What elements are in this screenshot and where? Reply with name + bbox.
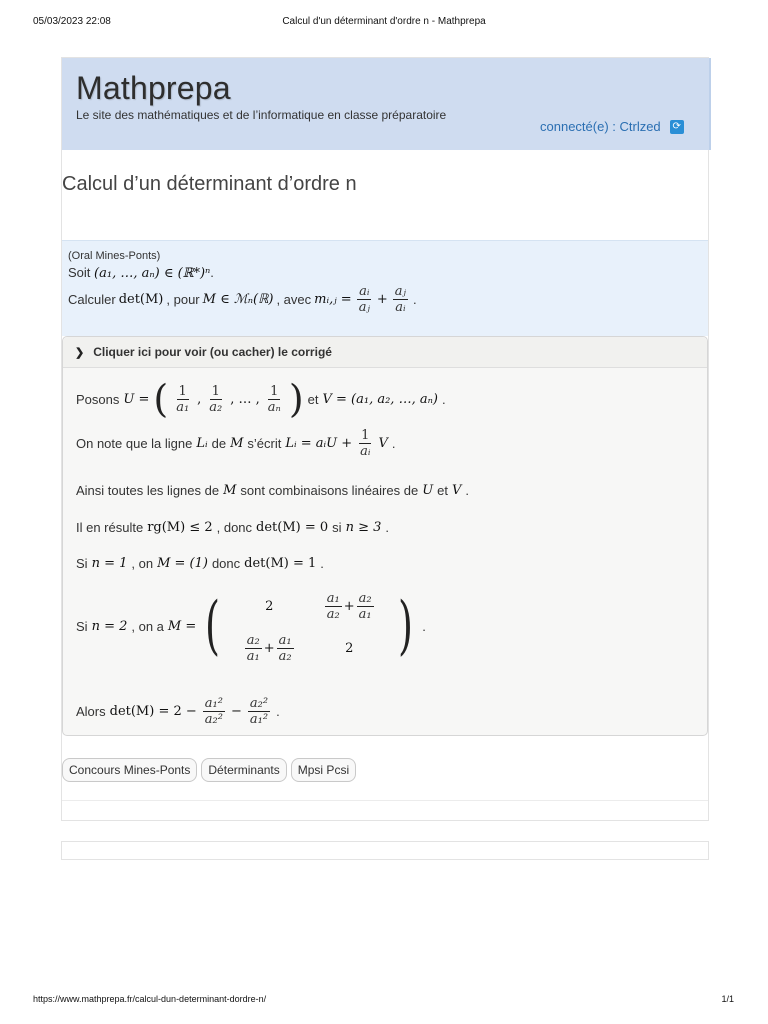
solution-line-3 [76, 483, 469, 498]
solution-text: Posons [76, 391, 120, 407]
solution-math: det(M) = 0 [256, 520, 329, 535]
solution-line-6: Si n = 2 , on a M = ( 2 $\frac{\text{a₁}}{\text{a₂}}$ + $\frac{\text{a₂}}{\text{a₁}}$ $\frac{\text{a₂}}{\text{a₁}}$ + $\frac{\text{a₁}}{\text{a₂}}$ 2 ) . [76, 584, 426, 668]
login-status-label[interactable]: connecté(e) : Ctrlzed [540, 119, 661, 134]
solution-math: V [452, 483, 462, 498]
solution-math: V [378, 436, 388, 451]
tag-concours-mines-ponts[interactable]: Concours Mines-Ponts [62, 758, 197, 782]
solution-math: n ≥ 3 [345, 520, 382, 535]
solution-math: det(M) = 2 − [109, 704, 197, 719]
exercise-text: Soit [68, 265, 91, 280]
solution-text: de [211, 436, 227, 451]
solution-math: − [230, 704, 242, 719]
solution-text: Ainsi toutes les lignes de [76, 483, 220, 498]
exercise-math: det(M) [118, 292, 164, 307]
page-title: Calcul d’un déterminant d’ordre n [62, 173, 357, 195]
solution-text: et [437, 483, 448, 498]
solution-punct: . [422, 618, 426, 634]
solution-math: n = 2 [91, 618, 128, 634]
solution-punct: . [276, 704, 280, 719]
exercise-math: mᵢ,ⱼ = [314, 292, 352, 307]
solution-line-1: Posons U = ( $\frac{1}{\text{a₁}}$ , $\frac{1}{\text{a₂}}$ , … , $\frac{1}{\text{aₙ}}$ ) et V = (a₁, a₂, …, aₙ) . [76, 377, 446, 421]
solution-math: rg(M) ≤ 2 [147, 520, 213, 535]
print-url: https://www.mathprepa.fr/calcul-dun-determinant-dordre-n/ [33, 994, 267, 1004]
solution-math: U = [123, 391, 150, 407]
print-date: 05/03/2023 22:08 [33, 16, 111, 27]
solution-text: , on a [131, 618, 164, 634]
exercise-text: , pour [166, 292, 200, 307]
tag-determinants[interactable]: Déterminants [201, 758, 286, 782]
solution-punct: . [385, 520, 389, 535]
solution-toggle-label[interactable]: Cliquer ici pour voir (ou cacher) le corrigé [93, 345, 332, 359]
divider [62, 800, 708, 801]
print-doc-title: Calcul d'un déterminant d'ordre n - Mathprepa [282, 16, 486, 27]
exercise-statement [62, 240, 708, 336]
exercise-punct: . [412, 292, 417, 307]
solution-text: Si [76, 618, 88, 634]
site-header [62, 58, 711, 150]
exercise-source: (Oral Mines-Ponts) [68, 250, 161, 262]
exercise-text: , avec [276, 292, 312, 307]
solution-math: n = 1 [91, 556, 128, 571]
solution-math: M [223, 483, 237, 498]
matrix-entry: 2 [265, 598, 274, 614]
tag-mpsi-pcsi[interactable]: Mpsi Pcsi [291, 758, 356, 782]
solution-math: Lᵢ [196, 436, 208, 451]
solution-text: Alors [76, 704, 106, 719]
tag-list [62, 758, 356, 782]
solution-math: U [422, 483, 434, 498]
matrix: 2 $\frac{\text{a₁}}{\text{a₂}}$ + $\frac{\text{a₂}}{\text{a₁}}$ $\frac{\text{a₂}}{\text{a₁}}$ + $\frac{\text{a₁}}{\text{a₂}}$ 2 [246, 590, 372, 664]
solution-panel [62, 336, 708, 736]
solution-punct: . [441, 391, 446, 407]
site-name[interactable]: Mathprepa [76, 70, 231, 106]
solution-math: M = [167, 618, 197, 634]
refresh-icon[interactable]: ⟳ [670, 120, 684, 134]
solution-toggle[interactable] [63, 337, 707, 368]
solution-text: et [307, 391, 319, 407]
solution-text: donc [211, 556, 241, 571]
solution-text: Il en résulte [76, 520, 144, 535]
login-status[interactable] [540, 119, 684, 134]
solution-math: M = (1) [157, 556, 208, 571]
solution-text: sont combinaisons linéaires de [240, 483, 419, 498]
solution-punct: . [465, 483, 470, 498]
solution-line-2: On note que la ligne Lᵢ de M s’écrit Lᵢ = aᵢU + $\frac{1}{\text{aᵢ}}$ V . [76, 428, 396, 459]
empty-box [61, 841, 709, 860]
exercise-text: Calculer [68, 292, 116, 307]
print-page-count: 1/1 [721, 994, 734, 1004]
solution-punct: . [391, 436, 396, 451]
exercise-math: (a₁, …, aₙ) ∈ (ℝ*)ⁿ [94, 266, 211, 281]
site-tagline: Le site des mathématiques et de l’informatique en classe préparatoire [76, 108, 447, 122]
solution-line-7: Alors det(M) = 2 − $\frac{\text{a₁²}}{\text{a₂²}}$ − $\frac{\text{a₂²}}{\text{a₁²}}$ . [76, 696, 280, 727]
matrix-entry: 2 [345, 640, 354, 656]
exercise-line-1 [68, 265, 702, 281]
fraction: $\frac{\text{aⱼ}}{\text{aᵢ}}$ [394, 284, 406, 315]
solution-text: , donc [216, 520, 253, 535]
exercise-line-2: Calculer det(M) , pour M ∈ ℳₙ(ℝ) , avec mᵢ,ⱼ = $\frac{\text{aᵢ}}{\text{aⱼ}}$ + $\frac{\text{aⱼ}}{\text{aᵢ}}$ . [68, 284, 417, 315]
solution-line-4 [76, 520, 389, 535]
exercise-punct: . [210, 265, 214, 280]
solution-math: V = (a₁, a₂, …, aₙ) [322, 391, 438, 407]
exercise-math: M ∈ ℳₙ(ℝ) [202, 292, 274, 307]
solution-punct: . [320, 556, 324, 571]
solution-text: , on [131, 556, 154, 571]
solution-math: Lᵢ = aᵢU + [285, 436, 353, 451]
fraction: $\frac{\text{aᵢ}}{\text{aⱼ}}$ [358, 284, 370, 315]
chevron-down-icon[interactable]: ❯ [75, 346, 85, 359]
solution-line-5 [76, 556, 324, 571]
solution-text: s’écrit [247, 436, 282, 451]
solution-math: det(M) = 1 [244, 556, 317, 571]
solution-math: M [230, 436, 244, 451]
solution-text: si [332, 520, 342, 535]
solution-text: Si [76, 556, 88, 571]
solution-text: On note que la ligne [76, 436, 193, 451]
